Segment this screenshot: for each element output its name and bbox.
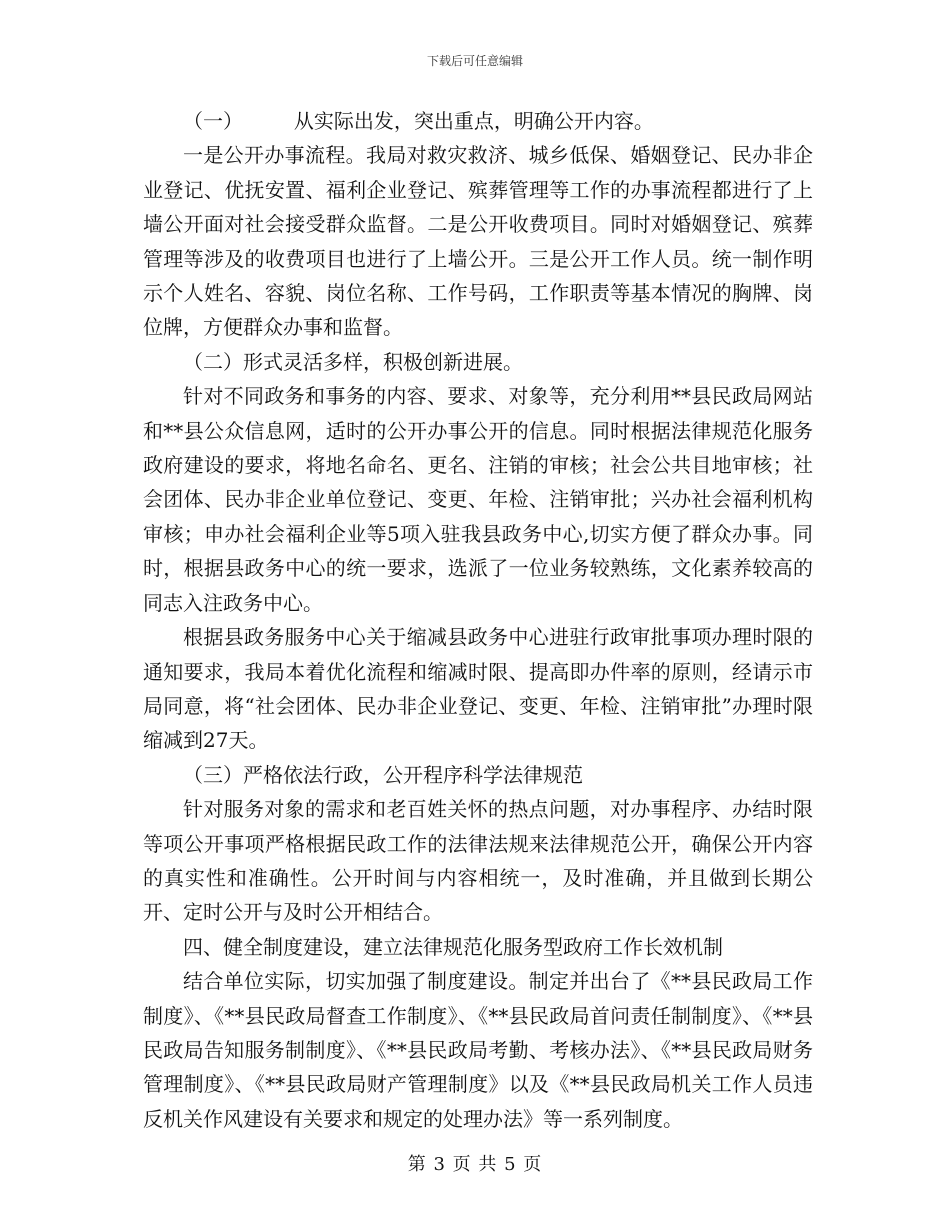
- section-heading-4: 四、健全制度建设，建立法律规范化服务型政府工作长效机制: [183, 934, 723, 959]
- section-heading-2: （二）形式灵活多样，积极创新进展。: [183, 349, 523, 374]
- paragraph-5: 结合单位实际，切实加强了制度建设。制定并出台了《**县民政局工作制度》、《**县民政局督查工作制度》、《**县民政局首问责任制制度》、《**县民政局告知服务制制度》、《**县民政局考勤、考核办法》、《**县民政局财务管理制度》、《**县民政局财产管理制度》以及《**县民政局机关工作人员违反机关作风建设有关要求和规定的处理办法》等一系列制度。: [143, 969, 813, 1131]
- paragraph-2: 针对不同政务和事务的内容、要求、对象等，充分利用**县民政局网站和**县公众信息网，适时的公开办事公开的信息。同时根据法律规范化服务政府建设的要求，将地名命名、更名、注销的审核；社会公共目地审核；社会团体、民办非企业单位登记、变更、年检、注销审批；兴办社会福利机构审核；申办社会福利企业等5项入驻我县政务中心,切实方便了群众办事。同时，根据县政务中心的统一要求，选派了一位业务较熟练，文化素养较高的同志入注政务中心。: [143, 384, 813, 615]
- paragraph-3: 根据县政务服务中心关于缩减县政务中心进驻行政审批事项办理时限的通知要求，我局本着优化流程和缩减时限、提高即办件率的原则，经请示市局同意，将“社会团体、民办非企业登记、变更、年检、注销审批”办理时限缩减到27天。: [143, 625, 813, 753]
- paragraph-1: 一是公开办事流程。我局对救灾救济、城乡低保、婚姻登记、民办非企业登记、优抚安置、福利企业登记、殡葬管理等工作的办事流程都进行了上墙公开面对社会接受群众监督。二是公开收费项目。同时对婚姻登记、殡葬管理等涉及的收费项目也进行了上墙公开。三是公开工作人员。统一制作明示个人姓名、容貌、岗位名称、工作号码，工作职责等基本情况的胸牌、岗位牌，方便群众办事和监督。: [143, 143, 813, 340]
- paragraph-4: 针对服务对象的需求和老百姓关怀的热点问题，对办事程序、办结时限等项公开事项严格根据民政工作的法律法规来法律规范公开，确保公开内容的真实性和准确性。公开时间与内容相统一，及时准确，并且做到长期公开、定时公开与及时公开相结合。: [143, 797, 813, 925]
- section-heading-1: （一） 从实际出发，突出重点，明确公开内容。: [183, 109, 654, 133]
- document-body: [143, 104, 813, 1136]
- page-header: 下载后可任意编辑: [426, 54, 523, 68]
- section-heading-3: （三）严格依法行政，公开程序科学法律规范: [183, 762, 583, 787]
- page-footer: 第 3 页 共 5 页: [407, 1154, 543, 1175]
